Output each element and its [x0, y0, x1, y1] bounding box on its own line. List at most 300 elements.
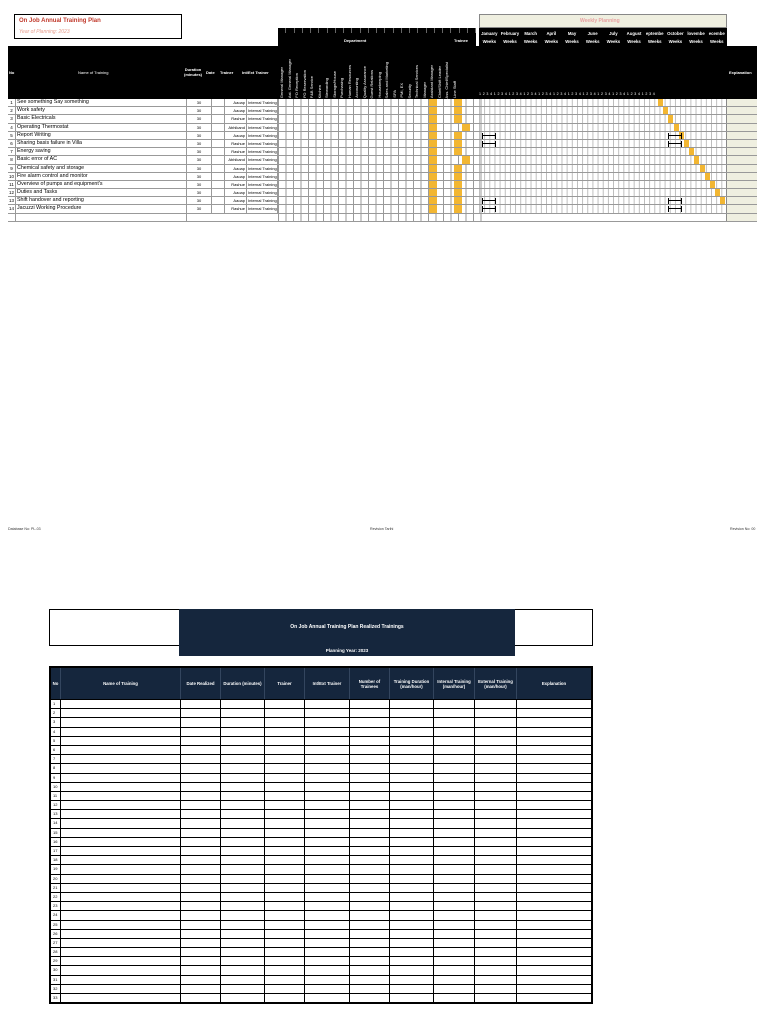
realized-row-number: 12: [51, 801, 61, 809]
week-cells: [479, 181, 727, 188]
realized-cell: [350, 911, 390, 919]
column-label: Accounting: [354, 78, 359, 98]
trainee-mark: [454, 99, 462, 106]
scheduled-week-mark: [663, 107, 668, 114]
realized-cell: [517, 875, 591, 883]
realized-cell: [434, 774, 475, 782]
realized-cell: [390, 847, 434, 855]
realized-cell: [221, 709, 265, 717]
months-header: [479, 28, 727, 46]
realized-cell: [390, 774, 434, 782]
realized-cell: [61, 976, 181, 984]
realized-cell: [305, 810, 350, 818]
explanation-cell: [726, 156, 757, 163]
department-cells: [278, 205, 483, 212]
training-trainer: Rashue: [225, 181, 247, 188]
bracket-mark: [668, 206, 682, 212]
realized-row-number: 16: [51, 838, 61, 846]
realized-row-number: 20: [51, 875, 61, 883]
realized-cell: [475, 810, 517, 818]
realized-row: [51, 864, 591, 873]
realized-cell: [61, 893, 181, 901]
realized-table: [49, 666, 593, 1004]
month-header: [603, 28, 624, 46]
realized-cell: [434, 746, 475, 754]
realized-col-header: No: [51, 668, 61, 699]
column-label: F&B Service: [309, 75, 314, 98]
training-duration: 30: [187, 173, 212, 180]
realized-cell: [305, 939, 350, 947]
training-duration: 30: [187, 156, 212, 163]
realized-cell: [305, 893, 350, 901]
training-row: [8, 197, 757, 205]
weeks-label: Weeks: [606, 39, 621, 44]
technical-services-mark: [429, 189, 437, 196]
realized-cell: [181, 875, 221, 883]
realized-cell: [181, 819, 221, 827]
realized-row: [51, 956, 591, 965]
realized-cell: [265, 994, 305, 1002]
realized-cell: [350, 746, 390, 754]
realized-cell: [265, 764, 305, 772]
realized-cell: [221, 801, 265, 809]
realized-cell: [221, 994, 265, 1002]
realized-col-header: Number of Trainees: [350, 668, 390, 699]
technical-services-mark: [429, 181, 437, 188]
realized-cell: [221, 865, 265, 873]
realized-row: [51, 929, 591, 938]
realized-cell: [434, 801, 475, 809]
realized-cell: [61, 774, 181, 782]
realized-cell: [390, 976, 434, 984]
realized-cell: [265, 728, 305, 736]
realized-cell: [265, 774, 305, 782]
column-label: Technical Services: [414, 64, 419, 98]
realized-row: [51, 745, 591, 754]
realized-cell: [475, 957, 517, 965]
training-row: [8, 205, 757, 213]
realized-cell: [221, 921, 265, 929]
realized-cell: [350, 755, 390, 763]
footer-revision-date: Revision Tarihi: [370, 527, 394, 531]
department-cells: [278, 148, 483, 155]
realized-cell: [61, 819, 181, 827]
realized-cell: [434, 829, 475, 837]
realized-cell: [350, 718, 390, 726]
month-label: March: [524, 31, 537, 36]
realized-cell: [181, 939, 221, 947]
realized-cell: [221, 746, 265, 754]
realized-title: On Job Annual Training Plan Realized Trainings: [179, 609, 515, 646]
column-label: Ass. Chief/Specialist: [444, 61, 449, 98]
realized-cell: [61, 838, 181, 846]
training-rows: [8, 99, 757, 222]
realized-cell: [181, 902, 221, 910]
training-trainer: Aaoap: [225, 99, 247, 106]
col-int-ext: Int/Ext Trainer: [242, 70, 269, 75]
realized-cell: [517, 948, 591, 956]
realized-cell: [390, 875, 434, 883]
column-label: Quality Assurance: [361, 65, 367, 98]
realized-cell: [305, 801, 350, 809]
trainee-mark: [454, 140, 462, 147]
realized-cell: [221, 819, 265, 827]
realized-cell: [61, 700, 181, 708]
week-cells: [479, 107, 727, 114]
realized-cell: [475, 700, 517, 708]
technical-services-mark: [429, 173, 437, 180]
trainee-mark: [454, 165, 462, 172]
realized-cell: [517, 718, 591, 726]
training-name: Report Writing: [16, 132, 187, 139]
realized-cell: [305, 948, 350, 956]
row-number: 9: [8, 165, 16, 172]
training-type: Internal Training: [248, 108, 277, 114]
realized-cell: [434, 755, 475, 763]
realized-cell: [221, 810, 265, 818]
realized-cell: [181, 783, 221, 791]
realized-cell: [181, 930, 221, 938]
week-cells: [479, 132, 727, 139]
realized-cell: [350, 884, 390, 892]
realized-cell: [181, 829, 221, 837]
realized-row: [51, 773, 591, 782]
realized-cell: [390, 783, 434, 791]
realized-cell: [517, 865, 591, 873]
realized-cell: [517, 893, 591, 901]
realized-row-number: 2: [51, 709, 61, 717]
realized-cell: [475, 948, 517, 956]
realized-cell: [221, 856, 265, 864]
scheduled-week-mark: [705, 173, 710, 180]
realized-cell: [434, 976, 475, 984]
realized-cell: [475, 737, 517, 745]
trainee-column: [428, 50, 436, 98]
weeks-label: Weeks: [668, 39, 683, 44]
realized-row: [51, 965, 591, 974]
realized-cell: [221, 893, 265, 901]
realized-cell: [434, 700, 475, 708]
scheduled-week-mark: [694, 156, 699, 163]
realized-cell: [350, 783, 390, 791]
realized-cell: [305, 930, 350, 938]
realized-row: [51, 717, 591, 726]
realized-cell: [181, 911, 221, 919]
realized-cell: [350, 875, 390, 883]
realized-cell: [181, 948, 221, 956]
training-duration: 30: [187, 124, 212, 131]
realized-row: [51, 993, 591, 1002]
department-column: [368, 50, 376, 98]
realized-cell: [350, 810, 390, 818]
realized-cell: [265, 902, 305, 910]
realized-cell: [265, 939, 305, 947]
realized-cell: [434, 728, 475, 736]
realized-cell: [475, 718, 517, 726]
training-name: Basic error of AC: [16, 156, 187, 163]
explanation-cell: [726, 115, 757, 122]
training-trainer: Aaoap: [225, 165, 247, 172]
realized-cell: [517, 902, 591, 910]
column-label: Line Staff: [451, 81, 457, 98]
realized-cell: [434, 709, 475, 717]
column-label: Ast. General Manager: [286, 58, 292, 98]
column-label: FO Reservation: [301, 69, 307, 98]
training-name: [16, 214, 187, 221]
scheduled-week-mark: [689, 148, 694, 155]
realized-cell: [221, 829, 265, 837]
technical-services-mark: [429, 140, 437, 147]
column-label: Sales and Marketing: [384, 61, 389, 98]
trainee-mark: [454, 181, 462, 188]
realized-col-header: Date Realized: [181, 668, 221, 699]
month-label: January: [481, 31, 498, 36]
realized-row-number: 7: [51, 755, 61, 763]
weekly-planning-box: [479, 14, 727, 28]
realized-cell: [434, 985, 475, 993]
realized-cell: [61, 847, 181, 855]
department-column: [316, 50, 324, 98]
trainee-column: [421, 50, 429, 98]
month-label: August: [626, 31, 642, 36]
realized-row: [51, 947, 591, 956]
training-trainer: Aaoap: [225, 132, 247, 139]
realized-cell: [517, 709, 591, 717]
realized-cell: [517, 783, 591, 791]
training-trainer: Aaoap: [225, 107, 247, 114]
realized-cell: [221, 718, 265, 726]
explanation-cell: [726, 148, 757, 155]
realized-cell: [221, 911, 265, 919]
month-header: [520, 28, 541, 46]
realized-cell: [305, 976, 350, 984]
trainee-column: [451, 50, 459, 98]
scheduled-week-mark: [674, 124, 679, 131]
department-column: [286, 50, 294, 98]
month-header: [562, 28, 583, 46]
realized-cell: [390, 865, 434, 873]
training-name: Work safety: [16, 107, 187, 114]
realized-cell: [390, 902, 434, 910]
plan-title-box: [14, 14, 182, 39]
weeks-label: Weeks: [689, 39, 703, 44]
realized-cell: [61, 829, 181, 837]
bracket-mark: [482, 133, 496, 139]
realized-cell: [517, 930, 591, 938]
realized-cell: [305, 921, 350, 929]
realized-cell: [390, 801, 434, 809]
realized-year: Planning Year: 2023: [179, 646, 515, 656]
technical-services-mark: [429, 132, 437, 139]
training-type: Internal Training: [248, 206, 277, 212]
month-header: [582, 28, 603, 46]
realized-cell: [181, 976, 221, 984]
weekly-planning-label: Weekly Planning: [580, 18, 620, 24]
realized-cell: [434, 783, 475, 791]
realized-cell: [305, 865, 350, 873]
department-column: [398, 50, 406, 98]
training-name: Fire alarm control and monitor: [16, 173, 187, 180]
realized-col-header: Internal Training (man/hour): [434, 668, 475, 699]
training-date: [212, 132, 225, 139]
realized-cell: [181, 792, 221, 800]
realized-cell: [475, 865, 517, 873]
plan-year: Year of Planning: 2023: [19, 29, 70, 35]
department-column: [293, 50, 301, 98]
realized-cell: [475, 746, 517, 754]
row-number: 12: [8, 190, 14, 196]
realized-cell: [181, 718, 221, 726]
realized-col-header: Duration (minutes): [221, 668, 265, 699]
realized-cell: [475, 930, 517, 938]
realized-cell: [350, 819, 390, 827]
realized-row-number: 30: [51, 966, 61, 974]
realized-cell: [181, 994, 221, 1002]
training-type: Internal Training: [248, 173, 277, 179]
training-trainer: Aaoap: [225, 197, 247, 204]
realized-cell: [434, 966, 475, 974]
realized-cell: [265, 921, 305, 929]
realized-cell: [390, 994, 434, 1002]
realized-cell: [390, 709, 434, 717]
department-header: [278, 28, 476, 46]
realized-cell: [305, 838, 350, 846]
realized-cell: [350, 893, 390, 901]
explanation-cell: [726, 140, 757, 147]
realized-cell: [350, 939, 390, 947]
realized-col-header: External Training (man/hour): [475, 668, 517, 699]
column-label: Stewarding: [324, 77, 329, 98]
department-column: [301, 50, 309, 98]
realized-cell: [61, 939, 181, 947]
training-name: Overview of pumps and equipment's: [16, 181, 187, 188]
realized-cell: [517, 985, 591, 993]
realized-table-header: [51, 668, 591, 699]
department-column: [406, 50, 414, 98]
realized-row-number: 31: [51, 976, 61, 984]
realized-cell: [350, 728, 390, 736]
realized-cell: [517, 911, 591, 919]
department-column: [323, 50, 331, 98]
department-cells: [278, 115, 483, 122]
realized-cell: [434, 902, 475, 910]
department-cells: [278, 99, 483, 106]
realized-cell: [265, 893, 305, 901]
realized-cell: [61, 718, 181, 726]
realized-cell: [221, 792, 265, 800]
scheduled-week-mark: [715, 189, 720, 196]
training-row: [8, 173, 757, 181]
training-duration: 30: [187, 99, 212, 106]
realized-cell: [434, 911, 475, 919]
realized-cell: [390, 966, 434, 974]
realized-cell: [517, 801, 591, 809]
realized-cell: [390, 764, 434, 772]
row-number: 4: [8, 124, 16, 131]
training-row: [8, 148, 757, 156]
realized-col-header: Int/Ext Trainer: [305, 668, 350, 699]
realized-row: [51, 901, 591, 910]
realized-row-number: 8: [51, 764, 61, 772]
week-cells: [479, 197, 727, 204]
column-label: Kitchen: [316, 84, 322, 98]
realized-cell: [350, 865, 390, 873]
realized-cell: [434, 930, 475, 938]
trainee-mark: [454, 107, 462, 114]
month-label: May: [567, 31, 577, 36]
realized-col-header: Trainer: [265, 668, 305, 699]
realized-cell: [475, 819, 517, 827]
realized-cell: [434, 957, 475, 965]
realized-cell: [181, 709, 221, 717]
realized-cell: [181, 966, 221, 974]
realized-row: [51, 828, 591, 837]
realized-cell: [61, 921, 181, 929]
realized-cell: [350, 856, 390, 864]
realized-cell: [517, 884, 591, 892]
realized-row: [51, 975, 591, 984]
realized-cell: [305, 829, 350, 837]
realized-row-number: 1: [51, 700, 61, 708]
training-name: Energy saving: [16, 148, 187, 155]
realized-cell: [305, 994, 350, 1002]
trainee-mark: [454, 148, 462, 155]
row-number: 2: [8, 107, 16, 114]
realized-cell: [221, 884, 265, 892]
week-cells: [479, 165, 727, 172]
realized-cell: [517, 838, 591, 846]
realized-cell: [265, 819, 305, 827]
training-name: Shift handover and reporting: [16, 197, 187, 204]
training-row: [8, 189, 757, 197]
technical-services-mark: [429, 115, 437, 122]
week-number-labels: 1 2 3 4 1 2 3 4 1 2 3 4 1 2 3 4 1 2 3 4 1 2 3 4 1 2 3 4 1 2 3 4 1 2 3 4 1 2 3 4 1 2 3 4 1 2 3 4: [479, 92, 656, 96]
realized-row: [51, 782, 591, 791]
realized-cell: [475, 884, 517, 892]
realized-cell: [390, 700, 434, 708]
column-label: SPA: [391, 90, 397, 98]
realized-cell: [61, 948, 181, 956]
realized-cell: [305, 764, 350, 772]
realized-cell: [390, 819, 434, 827]
realized-cell: [305, 746, 350, 754]
department-column: [376, 50, 384, 98]
training-type: Internal Training: [248, 116, 277, 122]
realized-cell: [265, 709, 305, 717]
realized-row-number: 17: [51, 847, 61, 855]
realized-row-number: 19: [51, 865, 61, 873]
realized-cell: [475, 829, 517, 837]
realized-cell: [265, 755, 305, 763]
realized-row-number: 15: [51, 829, 61, 837]
explanation-cell: [726, 197, 757, 204]
realized-cell: [265, 737, 305, 745]
realized-cell: [517, 746, 591, 754]
realized-cell: [390, 939, 434, 947]
realized-cell: [390, 838, 434, 846]
row-number: [8, 214, 16, 221]
realized-cell: [181, 810, 221, 818]
training-name: Jacuzzi Working Procedure: [16, 205, 187, 212]
technical-services-mark: [429, 124, 437, 131]
training-date: [212, 99, 225, 106]
realized-row-number: 3: [51, 718, 61, 726]
realized-cell: [181, 893, 221, 901]
realized-cell: [475, 838, 517, 846]
realized-cell: [181, 985, 221, 993]
column-label: General Manager: [279, 66, 284, 98]
realized-cell: [181, 801, 221, 809]
